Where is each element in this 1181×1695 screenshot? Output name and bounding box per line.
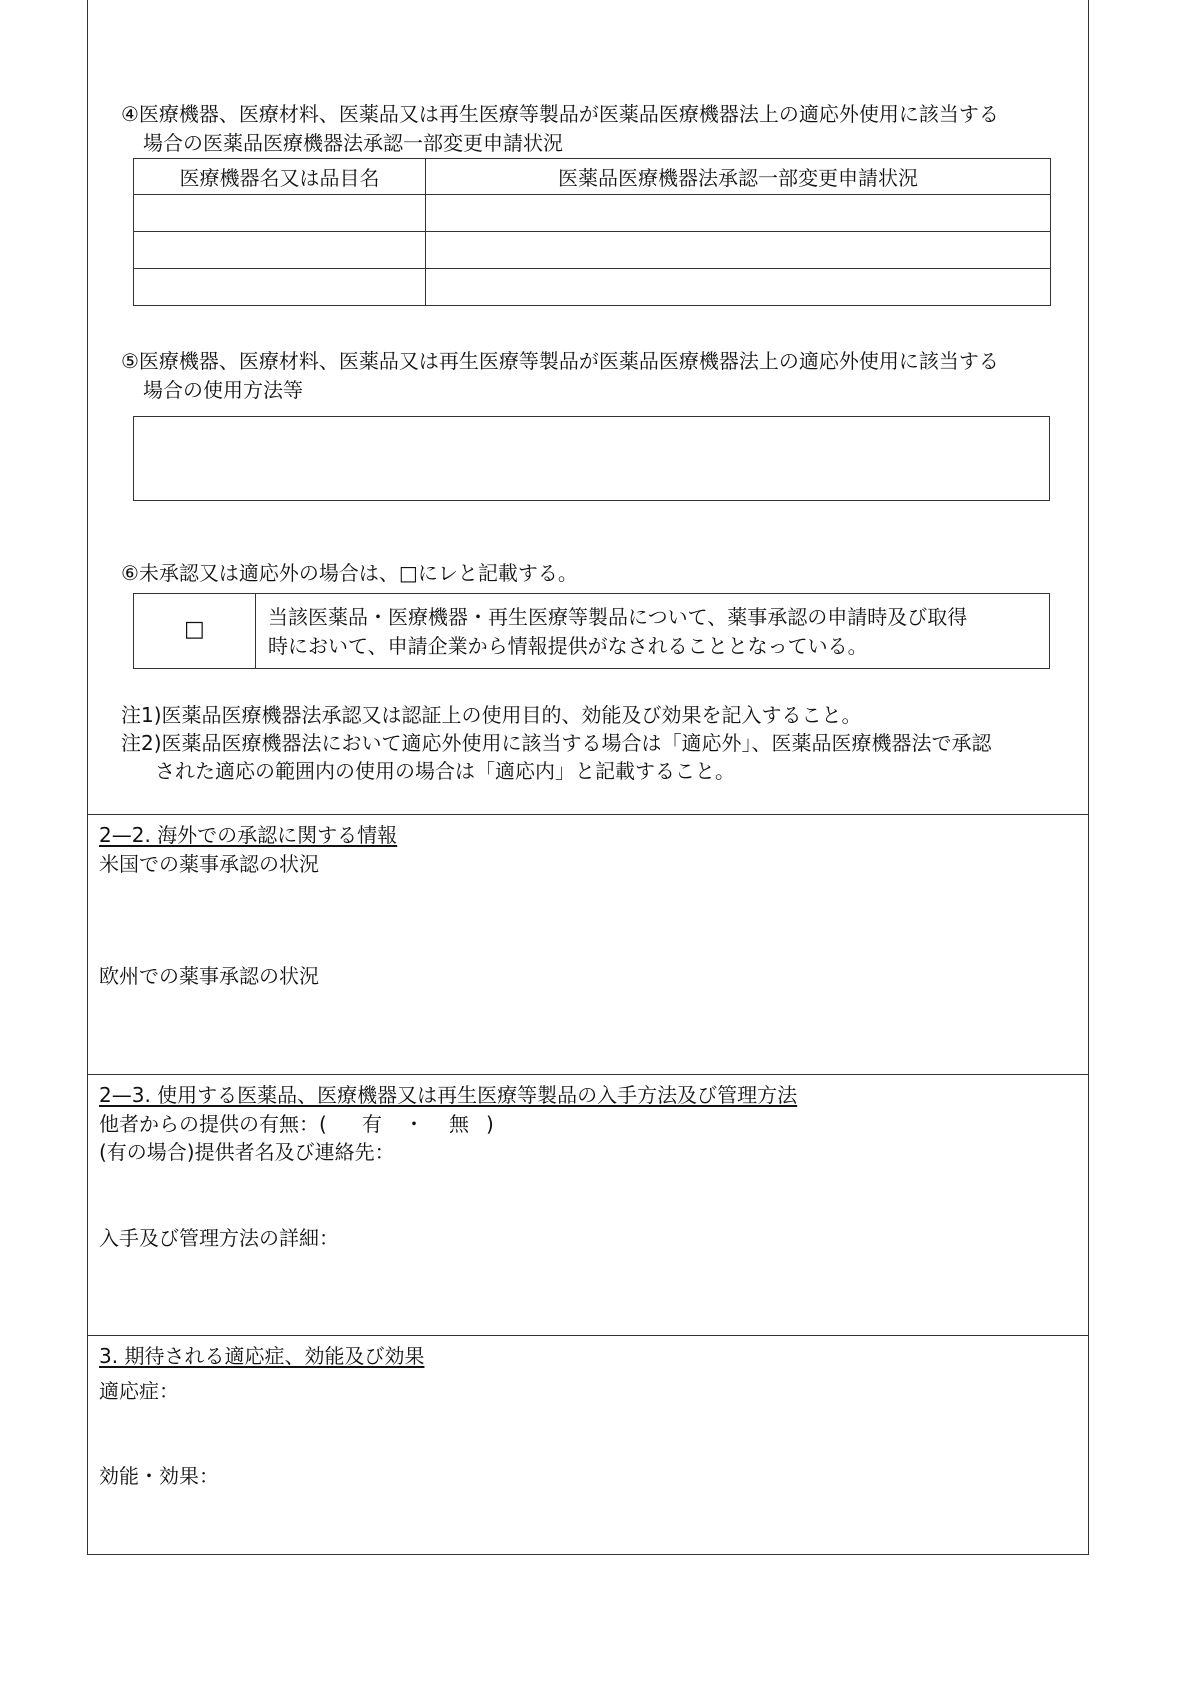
- item5-heading-line2: 場合の使用方法等: [143, 378, 303, 402]
- provision-close-paren: ): [486, 1112, 494, 1136]
- item5-heading-line1: ⑤医療機器、医療材料、医薬品又は再生医療等製品が医薬品医療機器法上の適応外使用に該当する: [121, 349, 999, 373]
- item4-heading-line2: 場合の医薬品医療機器法承認一部変更申請状況: [143, 131, 563, 155]
- option-no[interactable]: 無: [449, 1112, 469, 1136]
- provision-label: 他者からの提供の有無：(: [99, 1112, 327, 1136]
- product-name-cell[interactable]: [134, 195, 426, 232]
- frame-right-border: [1088, 0, 1089, 1555]
- approval-change-table: [133, 158, 1051, 306]
- frame-left-border: [87, 0, 88, 1555]
- product-name-cell[interactable]: [134, 269, 426, 306]
- section-divider: [87, 814, 1089, 815]
- efficacy-label: 効能・効果：: [99, 1464, 219, 1488]
- section-2-3-title: 2—3. 使用する医薬品、医療機器又は再生医療等製品の入手方法及び管理方法: [99, 1083, 798, 1107]
- eu-approval-label: 欧州での薬事承認の状況: [99, 964, 319, 988]
- section-divider: [87, 1074, 1089, 1075]
- section-3-title: 3. 期待される適応症、効能及び効果: [99, 1344, 425, 1368]
- table-row: [134, 269, 1051, 306]
- confirmation-statement-line1: 当該医薬品・医療機器・再生医療等製品について、薬事承認の申請時及び取得: [268, 605, 968, 629]
- us-approval-label: 米国での薬事承認の状況: [99, 852, 319, 876]
- note-1: 注1)医薬品医療機器法承認又は認証上の使用目的、効能及び効果を記入すること。: [121, 703, 862, 727]
- usage-method-field[interactable]: [133, 416, 1050, 501]
- confirmation-box-divider: [255, 593, 256, 669]
- option-separator: ・: [404, 1112, 424, 1136]
- indication-label: 適応症：: [99, 1379, 179, 1403]
- note-2-line2: された適応の範囲内の使用の場合は「適応内」と記載すること。: [155, 759, 735, 783]
- table-header-product-name: 医療機器名又は品目名: [134, 159, 426, 195]
- table-row: [134, 195, 1051, 232]
- unapproved-checkbox[interactable]: □: [184, 617, 205, 642]
- table-row: [134, 232, 1051, 269]
- item4-heading-line1: ④医療機器、医療材料、医薬品又は再生医療等製品が医薬品医療機器法上の適応外使用に該当する: [121, 102, 999, 126]
- item6-instruction: ⑥未承認又は適応外の場合は、□にレと記載する。: [121, 561, 578, 585]
- provider-contact-label: (有の場合)提供者名及び連絡先：: [99, 1140, 395, 1164]
- application-status-cell[interactable]: [426, 195, 1051, 232]
- confirmation-statement-line2: 時において、申請企業から情報提供がなされることとなっている。: [268, 634, 868, 658]
- table-header-application-status: 医薬品医療機器法承認一部変更申請状況: [426, 159, 1051, 195]
- section-2-2-title: 2—2. 海外での承認に関する情報: [99, 823, 398, 847]
- product-name-cell[interactable]: [134, 232, 426, 269]
- section-divider: [87, 1335, 1089, 1336]
- acquisition-details-label: 入手及び管理方法の詳細：: [99, 1226, 339, 1250]
- application-status-cell[interactable]: [426, 232, 1051, 269]
- note-2-line1: 注2)医薬品医療機器法において適応外使用に該当する場合は「適応外」、医薬品医療機器法で承認: [121, 731, 992, 755]
- frame-bottom-border: [87, 1554, 1089, 1555]
- application-status-cell[interactable]: [426, 269, 1051, 306]
- option-yes[interactable]: 有: [362, 1112, 382, 1136]
